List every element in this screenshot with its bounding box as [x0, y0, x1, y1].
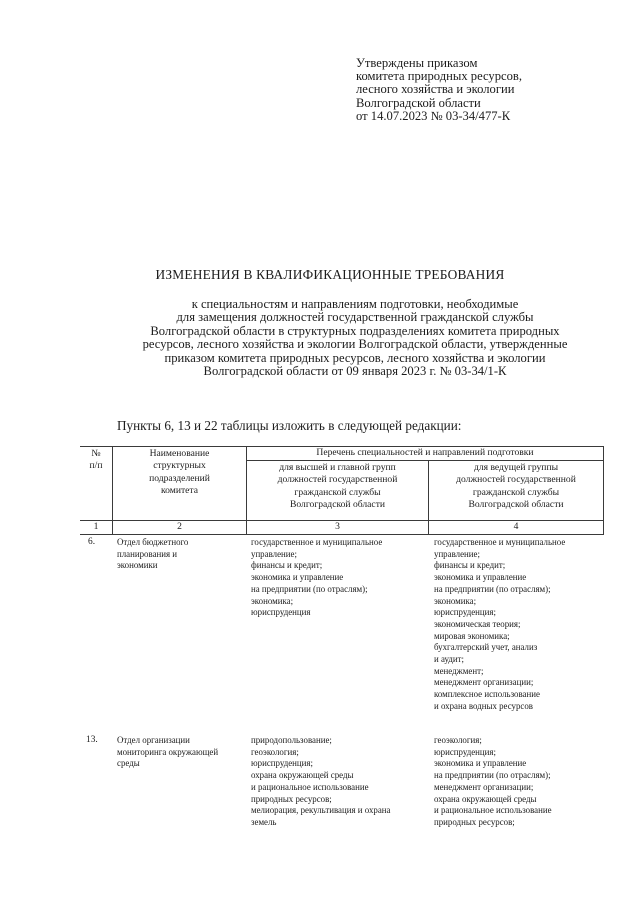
specialty-line: экономика и управление [434, 572, 527, 583]
intro-paragraph: Пункты 6, 13 и 22 таблицы изложить в следующей редакции: [117, 418, 462, 433]
specialty-line: природопользование; [251, 735, 332, 745]
header-name-line: подразделений [149, 472, 210, 484]
specialty-line: финансы и кредит; [434, 560, 506, 571]
table-right-border [603, 446, 604, 535]
header-col3-line: должностей государственной [277, 474, 398, 486]
row-col3-list [251, 735, 390, 829]
unit-name-line: экономики [117, 560, 158, 571]
specialty-line: на предприятии (по отраслям); [434, 770, 551, 781]
specialty-line: мелиорация, рекультивация и охрана [251, 805, 391, 816]
specialty-line: бухгалтерский учет, анализ [434, 642, 538, 653]
specialty-line: управление; [251, 548, 297, 559]
specialty-line: экономика и управление [251, 572, 344, 583]
specialty-line: природных ресурсов; [251, 793, 332, 804]
specialty-line: охрана окружающей среды [251, 770, 354, 781]
approval-line: комитета природных ресурсов, [356, 69, 522, 84]
specialty-line: земель [251, 816, 277, 827]
col-number: 1 [93, 521, 99, 532]
header-name-line: Наименование [149, 448, 210, 459]
header-list-title [247, 447, 603, 459]
col-number: 3 [335, 521, 340, 532]
specialty-line: охрана окружающей среды [434, 793, 537, 804]
specialty-line: комплексное использование [434, 689, 540, 700]
specialty-line: экономическая теория; [434, 618, 521, 629]
header-col4-line: для ведущей группы [473, 462, 559, 473]
row-unit-name [117, 735, 218, 770]
specialty-line: менеджмент; [434, 665, 484, 676]
col-number: 4 [513, 521, 519, 532]
header-col3-line: гражданской службы [294, 486, 381, 498]
header-num [80, 448, 112, 473]
specialty-line: геоэкология; [251, 746, 299, 757]
specialty-line: на предприятии (по отраслям); [251, 583, 368, 594]
specialty-line: финансы и кредит; [251, 560, 323, 571]
subtitle-line: к специальностям и направлениям подготовки, необходимые [191, 297, 519, 311]
specialty-line: и рациональное использование [251, 781, 369, 792]
subtitle-line: Волгоградской области от 09 января 2023 г. № 03-34/1-К [203, 364, 507, 379]
specialty-line: экономика; [251, 595, 294, 606]
specialty-line: природных ресурсов; [434, 816, 515, 827]
specialty-line: и аудит; [434, 654, 464, 665]
document-title: ИЗМЕНЕНИЯ В КВАЛИФИКАЦИОННЫЕ ТРЕБОВАНИЯ [155, 267, 505, 282]
unit-name-line: Отдел организации [117, 735, 190, 745]
approval-line: лесного хозяйства и экологии [356, 82, 515, 97]
document-subtitle [60, 298, 640, 378]
specialty-line: экономика; [434, 595, 477, 606]
table-subheader-border [246, 460, 604, 461]
specialty-line: и рациональное использование [434, 805, 552, 816]
header-name-line: комитета [160, 485, 198, 497]
header-col4-line: Волгоградской области [468, 499, 564, 511]
subtitle-line: ресурсов, лесного хозяйства и экологии Волгоградской области, утвержденные [142, 337, 568, 352]
header-col4 [429, 462, 603, 512]
col-number: 2 [177, 521, 182, 532]
specialty-line: управление; [434, 548, 480, 559]
header-col4-line: гражданской службы [472, 486, 560, 498]
row-col3-list [251, 537, 382, 619]
header-col4-line: должностей государственной [456, 474, 576, 486]
specialty-line: менеджмент организации; [434, 781, 534, 792]
specialty-line: юриспруденция; [434, 746, 496, 757]
specialty-line: и охрана водных ресурсов [434, 700, 533, 711]
specialty-line: мировая экономика; [434, 630, 510, 641]
approval-line: Утверждены приказом [356, 56, 478, 70]
row-number: 13. [86, 735, 98, 745]
header-num-line: п/п [89, 460, 103, 472]
specialty-line: юриспруденция [251, 607, 311, 618]
approval-line: Волгоградской области [356, 95, 481, 110]
header-col3-line: Волгоградской области [289, 499, 386, 511]
specialty-line: юриспруденция; [434, 607, 496, 618]
row-col4-list [434, 735, 552, 829]
header-list-title-text: Перечень специальностей и направлений подготовки [316, 447, 534, 458]
header-num-line: № [91, 448, 101, 459]
unit-name-line: Отдел бюджетного [117, 537, 189, 547]
specialty-line: геоэкология; [434, 735, 482, 745]
unit-name-line: среды [117, 758, 140, 769]
approval-block [356, 57, 522, 123]
specialty-line: государственное и муниципальное [434, 537, 566, 547]
header-col3-line: для высшей и главной групп [279, 462, 396, 473]
specialty-line: менеджмент организации; [434, 677, 534, 688]
specialty-line: юриспруденция; [251, 758, 313, 769]
header-name-line: структурных [153, 460, 206, 472]
subtitle-line: Волгоградской области в структурных подразделениях комитета природных [150, 323, 560, 338]
header-name [113, 448, 246, 498]
approval-date-line: от 14.07.2023 № 03-34/477-К [356, 108, 511, 123]
header-col3 [247, 462, 428, 512]
subtitle-line: приказом комитета природных ресурсов, лесного хозяйства и экологии [164, 350, 546, 365]
row-col4-list [434, 537, 565, 713]
table-colnum-bottom-border [80, 534, 604, 535]
specialty-line: государственное и муниципальное [251, 537, 383, 547]
row-unit-name [117, 537, 188, 572]
unit-name-line: мониторинга окружающей [117, 746, 219, 757]
specialty-line: экономика и управление [434, 758, 527, 769]
unit-name-line: планирования и [117, 548, 178, 559]
row-number: 6. [88, 537, 96, 547]
subtitle-line: для замещения должностей государственной гражданской службы [176, 310, 534, 325]
specialty-line: на предприятии (по отраслям); [434, 583, 551, 594]
